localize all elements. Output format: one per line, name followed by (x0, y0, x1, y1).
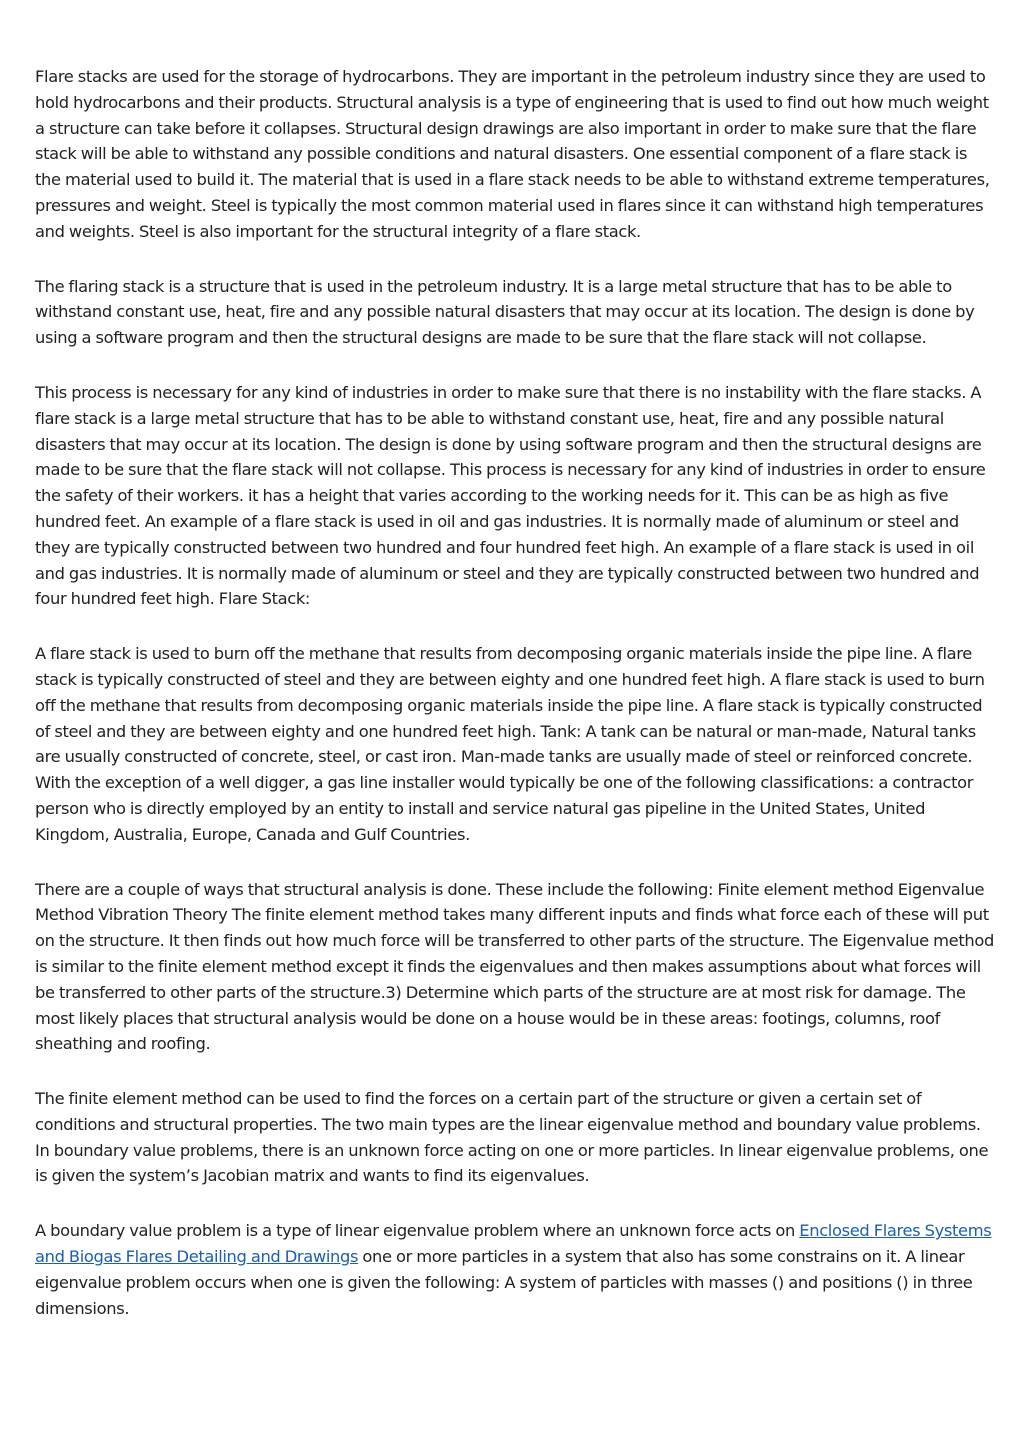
document-body (35, 64, 995, 1350)
paragraph-flaring-stack: The flaring stack is a structure that is used in the petroleum industry. It is a large metal structure that has to be able to withstand constant use, heat, fire and any possible natural disasters that may occur at its location. The design is done by using a software program and then the structural designs are made to be sure that the flare stack will not collapse. (35, 276, 975, 348)
boundary-text-after-link: one or more particles in a system that also has some constrains on it. A linear eigenvalue problem occurs when one is given the following: A system of particles with masses () and positions () in three dimensions. (35, 1247, 973, 1318)
enclosed-flares-link[interactable]: Enclosed Flares Systems and Biogas Flares Detailing and Drawings (35, 1221, 992, 1267)
paragraph-flare-storage: Flare stacks are used for the storage of hydrocarbons. They are important in the petroleum industry since they are used to hold hydrocarbons and their products. Structural analysis is a type of engineering that is used to find out how much weight a structure can take before it collapses. Structural design drawings are also important in order to make sure that the flare stack will be able to withstand any possible conditions and natural disasters. One essential component of a flare stack is the material used to build it. The material that is used in a flare stack needs to be able to withstand extreme temperatures, pressures and weight. Steel is typically the most common material used in flares since it can withstand high temperatures and weights. Steel is also important for the structural integrity of a flare stack. (35, 67, 990, 241)
paragraph-process-necessary: This process is necessary for any kind of industries in order to make sure that there is no instability with the flare stacks. A flare stack is a large metal structure that has to be able to withstand constant use, heat, fire and any possible natural disasters that may occur at its location. The design is done by using software program and then the structural designs are made to be sure that the flare stack will not collapse. This process is necessary for any kind of industries in order to ensure the safety of their workers. it has a height that varies according to the working needs for it. This can be as high as five hundred feet. An example of a flare stack is used in oil and gas industries. It is normally made of aluminum or steel and they are typically constructed between two hundred and four hundred feet high. An example of a flare stack is used in oil and gas industries. It is normally made of aluminum or steel and they are typically constructed between two hundred and four hundred feet high. Flare Stack: (35, 382, 986, 609)
paragraph-structural-analysis-methods: There are a couple of ways that structural analysis is done. These include the following: Finite element method Eigenvalue Method Vibration Theory The finite element method takes many different inputs and finds what force each of these will put on the structure. It then finds out how much force will be transferred to other parts of the structure. The Eigenvalue method is similar to the finite element method except it finds the eigenvalues and then makes assumptions about what forces will be transferred to other parts of the structure.3) Determine which parts of the structure are at most risk for damage. The most likely places that structural analysis would be done on a house would be in these areas: footings, columns, roof sheathing and roofing. (35, 879, 994, 1054)
paragraph-boundary-value (35, 1218, 995, 1321)
boundary-text-before-link: A boundary value problem is a type of linear eigenvalue problem where an unknown force acts on (35, 1221, 800, 1241)
paragraph-burn-methane: A flare stack is used to burn off the methane that results from decomposing organic materials inside the pipe line. A flare stack is typically constructed of steel and they are between eighty and one hundred feet high. A flare stack is used to burn off the methane that results from decomposing organic materials inside the pipe line. A flare stack is typically constructed of steel and they are between eighty and one hundred feet high. Tank: A tank can be natural or man-made, Natural tanks are usually constructed of concrete, steel, or cast iron. Man-made tanks are usually made of steel or reinforced concrete. With the exception of a well digger, a gas line installer would typically be one of the following classifications: a contractor person who is directly employed by an entity to install and service natural gas pipeline in the United States, United Kingdom, Australia, Europe, Canada and Gulf Countries. (35, 644, 985, 844)
paragraph-finite-element: The finite element method can be used to find the forces on a certain part of the structure or given a certain set of conditions and structural properties. The two main types are the linear eigenvalue method and boundary value problems. In boundary value problems, there is an unknown force acting on one or more particles. In linear eigenvalue problems, one is given the system’s Jacobian matrix and wants to find its eigenvalues. (35, 1089, 989, 1186)
